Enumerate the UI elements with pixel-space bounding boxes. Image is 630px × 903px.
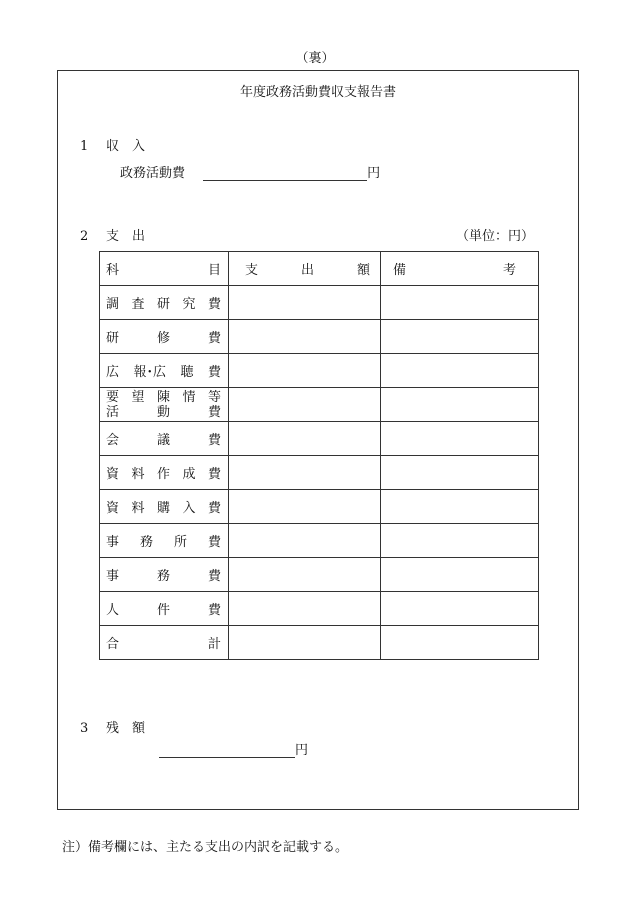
expense-item-char: 所 bbox=[173, 535, 187, 550]
expense-item-char: 研 bbox=[156, 297, 170, 312]
expense-remarks-cell[interactable] bbox=[381, 286, 539, 320]
expense-item-char: 費 bbox=[207, 467, 221, 482]
expense-item-char: 人 bbox=[106, 603, 120, 618]
expense-item-cell bbox=[100, 456, 229, 490]
expense-item-cell bbox=[100, 354, 229, 388]
expense-item-char: 費 bbox=[207, 331, 221, 346]
balance-yen: 円 bbox=[295, 743, 309, 758]
expense-item-char: 事 bbox=[106, 535, 120, 550]
footnote: 注）備考欄には、主たる支出の内訳を記載する。 bbox=[62, 840, 349, 855]
header-amount-char: 出 bbox=[300, 263, 314, 278]
expense-amount-cell[interactable] bbox=[229, 524, 381, 558]
expense-amount-cell[interactable] bbox=[229, 592, 381, 626]
expense-remarks-cell[interactable] bbox=[381, 354, 539, 388]
income-amount-field[interactable] bbox=[203, 166, 367, 181]
table-row bbox=[100, 456, 539, 490]
table-row bbox=[100, 388, 539, 422]
balance-heading-char: 残 bbox=[106, 721, 121, 736]
expense-item-char: 資 bbox=[106, 467, 120, 482]
header-remarks-char: 備 bbox=[393, 263, 407, 278]
unit-label: （単位：円） bbox=[455, 229, 534, 244]
expense-item-char: 件 bbox=[156, 603, 170, 618]
expense-item-char: 料 bbox=[131, 501, 145, 516]
expense-item-char: 等 bbox=[207, 389, 221, 405]
table-row bbox=[100, 626, 539, 660]
balance-heading-char: 額 bbox=[132, 721, 147, 736]
report-title: 年度政務活動費収支報告書 bbox=[239, 85, 396, 100]
balance-heading bbox=[80, 717, 158, 736]
header-item bbox=[100, 252, 229, 286]
income-heading-char: 入 bbox=[132, 139, 147, 154]
expense-amount-cell[interactable] bbox=[229, 558, 381, 592]
expense-item-char: 議 bbox=[156, 433, 170, 448]
expense-amount-cell[interactable] bbox=[229, 456, 381, 490]
expense-item-char: 費 bbox=[207, 501, 221, 516]
expense-item-cell bbox=[100, 558, 229, 592]
income-heading bbox=[80, 135, 158, 154]
expense-amount-cell[interactable] bbox=[229, 286, 381, 320]
expense-table bbox=[99, 251, 539, 660]
table-row bbox=[100, 286, 539, 320]
expense-item-cell bbox=[100, 422, 229, 456]
header-amount bbox=[229, 252, 381, 286]
expense-item-char: 聴 bbox=[180, 365, 194, 380]
expense-item-char: 調 bbox=[106, 297, 120, 312]
expense-item-char: 成 bbox=[182, 467, 196, 482]
expense-item-char: 務 bbox=[139, 535, 153, 550]
expense-item-char: 活 bbox=[106, 404, 120, 420]
expense-item-char: 作 bbox=[156, 467, 170, 482]
expense-item-char: 費 bbox=[207, 603, 221, 618]
expense-item-cell bbox=[100, 490, 229, 524]
header-remarks-char: 考 bbox=[502, 263, 516, 278]
expense-remarks-cell[interactable] bbox=[381, 558, 539, 592]
expense-item-char: 研 bbox=[106, 331, 120, 346]
expense-item-char: 究 bbox=[182, 297, 196, 312]
page-side-label: （裏） bbox=[295, 51, 335, 66]
expense-amount-cell[interactable] bbox=[229, 490, 381, 524]
expense-item-char: 査 bbox=[131, 297, 145, 312]
expense-amount-cell[interactable] bbox=[229, 626, 381, 660]
income-heading-char: 収 bbox=[106, 139, 121, 154]
table-row bbox=[100, 354, 539, 388]
expense-item-char: 会 bbox=[106, 433, 120, 448]
header-remarks bbox=[381, 252, 539, 286]
header-amount-char: 支 bbox=[245, 263, 259, 278]
table-row bbox=[100, 422, 539, 456]
expense-item-char: 事 bbox=[106, 569, 120, 584]
expense-item-char: 料 bbox=[131, 467, 145, 482]
report-frame bbox=[57, 70, 579, 810]
table-row bbox=[100, 524, 539, 558]
income-row bbox=[120, 162, 380, 181]
expense-item-char: 動 bbox=[156, 404, 170, 420]
expense-item-char: 費 bbox=[207, 569, 221, 584]
expense-remarks-cell[interactable] bbox=[381, 388, 539, 422]
expense-remarks-cell[interactable] bbox=[381, 626, 539, 660]
balance-number: 3 bbox=[80, 721, 90, 736]
expense-item-char: 費 bbox=[207, 404, 221, 420]
expense-remarks-cell[interactable] bbox=[381, 592, 539, 626]
expense-heading bbox=[80, 225, 158, 244]
header-amount-char: 額 bbox=[356, 263, 370, 278]
expense-heading-char: 出 bbox=[132, 229, 147, 244]
balance-row bbox=[159, 739, 308, 758]
expense-item-cell bbox=[100, 286, 229, 320]
income-label: 政務活動費 bbox=[120, 166, 186, 181]
header-item-char: 科 bbox=[106, 263, 120, 278]
expense-item-cell bbox=[100, 388, 229, 422]
expense-item-char: 報･広 bbox=[133, 365, 166, 380]
expense-remarks-cell[interactable] bbox=[381, 320, 539, 354]
expense-remarks-cell[interactable] bbox=[381, 456, 539, 490]
table-row bbox=[100, 558, 539, 592]
table-header-row bbox=[100, 252, 539, 286]
expense-item-char: 合 bbox=[106, 637, 120, 652]
expense-item-cell bbox=[100, 524, 229, 558]
expense-item-char: 広 bbox=[106, 365, 120, 380]
expense-item-char: 費 bbox=[207, 433, 221, 448]
balance-amount-field[interactable] bbox=[159, 743, 295, 758]
expense-item-char: 望 bbox=[131, 389, 145, 405]
expense-item-cell bbox=[100, 626, 229, 660]
table-row bbox=[100, 592, 539, 626]
expense-amount-cell[interactable] bbox=[229, 354, 381, 388]
expense-item-cell bbox=[100, 320, 229, 354]
expense-amount-cell[interactable] bbox=[229, 320, 381, 354]
expense-remarks-cell[interactable] bbox=[381, 524, 539, 558]
expense-number: 2 bbox=[80, 229, 90, 244]
expense-item-char: 計 bbox=[207, 637, 221, 652]
expense-item-cell bbox=[100, 592, 229, 626]
expense-amount-cell[interactable] bbox=[229, 422, 381, 456]
expense-amount-cell[interactable] bbox=[229, 388, 381, 422]
expense-heading-char: 支 bbox=[106, 229, 121, 244]
expense-item-char: 修 bbox=[156, 331, 170, 346]
table-row bbox=[100, 490, 539, 524]
expense-remarks-cell[interactable] bbox=[381, 422, 539, 456]
table-row bbox=[100, 320, 539, 354]
expense-item-char: 陳 bbox=[156, 389, 170, 405]
expense-item-char: 費 bbox=[207, 535, 221, 550]
income-yen: 円 bbox=[367, 166, 381, 181]
expense-item-char: 務 bbox=[156, 569, 170, 584]
expense-item-char: 要 bbox=[106, 389, 120, 405]
income-number: 1 bbox=[80, 139, 90, 154]
expense-item-char: 入 bbox=[182, 501, 196, 516]
expense-item-char: 購 bbox=[156, 501, 170, 516]
expense-item-char: 資 bbox=[106, 501, 120, 516]
expense-remarks-cell[interactable] bbox=[381, 490, 539, 524]
expense-item-char: 情 bbox=[182, 389, 196, 405]
expense-item-char: 費 bbox=[207, 365, 221, 380]
header-item-char: 目 bbox=[207, 263, 221, 278]
expense-item-char: 費 bbox=[207, 297, 221, 312]
